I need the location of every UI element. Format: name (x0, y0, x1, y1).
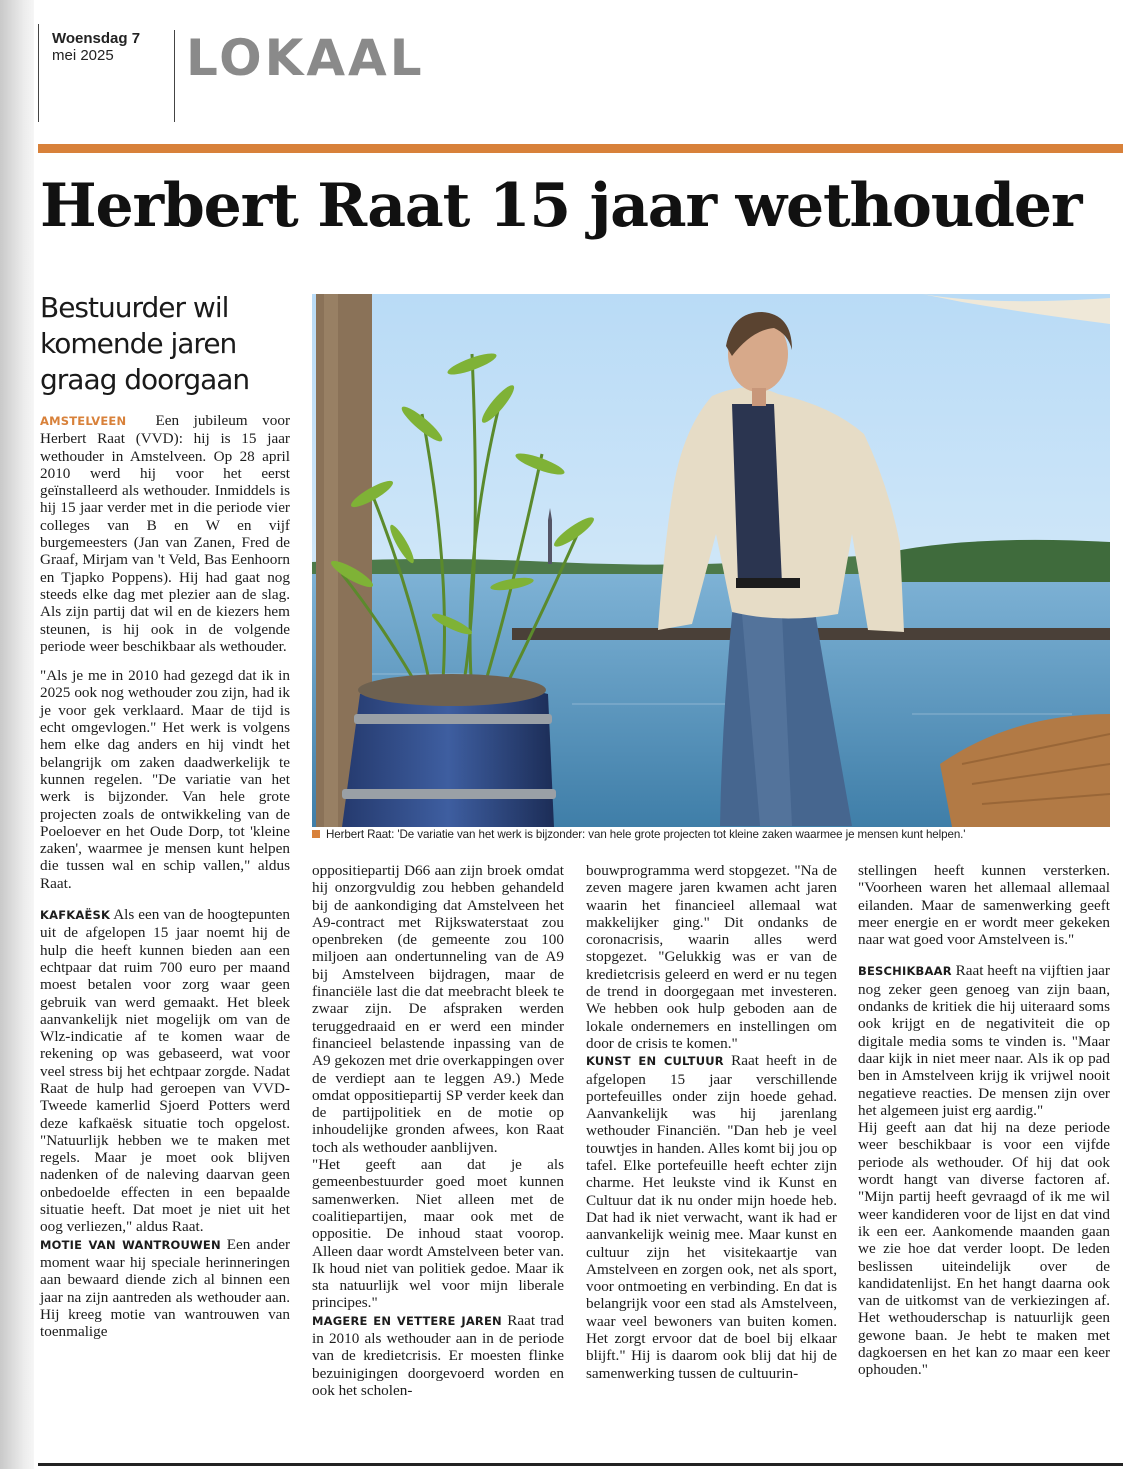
issue-date-month: mei 2025 (52, 47, 114, 64)
headline: Herbert Raat 15 jaar wethouder (40, 171, 1082, 241)
paragraph-text: Een jubileum voor Herbert Raat (VVD): hij is 15 jaar wethouder in Amstelveen. Op 28 april 2010 werd hij voor het eerst geïnstalleerd als wethouder. Inmiddels is hij 15 jaar verder met in die periode vier colleges van B en W en vijf burgemeesters (Jan van Zanen, Fred de Graaf, Mirjam van 't Veld, Bas Eenhoorn en Tjapko Poppens). Hij had gaat nog steeds elke dag met plezier aan de slag. Als zijn partij dat wil en de kiezers hem steunen, is hij ook in de volgende periode weer beschikbaar als wethouder. (40, 412, 290, 655)
photo-caption (312, 828, 1110, 842)
photo-herbert-raat-icon (312, 294, 1110, 827)
accent-bar (38, 144, 1123, 153)
subheadline: Bestuurder wil komende jaren graag doorgaan (40, 291, 250, 396)
paragraph: "Als je me in 2010 had gezegd dat ik in 2025 ook nog wethouder zou zijn, had ik je voor gek verklaard. Maar de tijd is echt omgevlogen." Het werk is volgens hem elke dag anders en hij vindt het belangrijk om zaken daadwerkelijk te kunnen regelen. "De variatie van het werk is bijzonder. Van hele grote projecten zoals de ontwikkeling van de Poeloever en het Oude Dorp, tot 'kleine zaken', waarmee je mensen kunt helpen die tussen wal en schip vallen," aldus Raat. (40, 667, 290, 892)
kicker: KAFKAËSK (40, 908, 111, 923)
paragraph (40, 412, 290, 655)
page-gutter-shadow (0, 0, 34, 1469)
paragraph (858, 962, 1110, 1119)
paragraph (40, 906, 290, 1236)
caption-marker-icon (312, 830, 320, 838)
paragraph-text: Raat trad in 2010 als wethouder aan in de periode van de kredietcrisis. Er moesten flinke bezuinigingen doorgevoerd worden en ook het scholen- (312, 1311, 565, 1399)
kicker: MOTIE VAN WANTROUWEN (40, 1237, 221, 1252)
kicker: BESCHIKBAAR (858, 964, 952, 979)
article-column-1 (40, 412, 290, 1340)
page-bottom-rule (38, 1463, 1123, 1466)
paragraph: stellingen heeft kunnen versterken. "Voorheen waren het allemaal allemaal eilanden. Maar de samenwerking geeft meer energie en er wordt meer gekeken naar wat goed voor Amstelveen is." (858, 862, 1110, 949)
paragraph-text: Raat heeft in de afgelopen 15 jaar verschillende portefeuilles onder zijn hoede gehad. Aanvankelijk was hij jarenlang wethouder Financiën. "Dan heb je veel touwtjes in handen. Alles komt bij jou op tafel. Elke portefeuille heeft echter zijn charme. Het leukste vind ik Kunst en Cultuur dat ik nu onder mijn hoede heb. Dat had ik niet verwacht, want ik had er aanvankelijk weinig mee. Maar kunst en cultuur zijn het visitekaartje van Amstelveen en zorgen ook, net als sport, voor ontmoeting en verbinding. En dat is belangrijk voor een stad als Amstelveen, waar veel bewoners van buiten komen. Het zorgt ervoor dat de boel bij elkaar blijft." Hij is daarom ook blij dat hij de samenwerking tussen de cultuurin- (586, 1052, 837, 1382)
paragraph-text: Een ander moment waar hij speciale herinneringen aan bewaard diende zich al binnen een jaar na zijn aantreden als wethouder aan. Hij kreeg motie van wantrouwen van toenmalige (40, 1235, 291, 1341)
article-column-2 (312, 862, 564, 1399)
paragraph-text: Als een van de hoogtepunten uit de afgelopen 15 jaar noemt hij de hulp die heeft kunnen bieden aan een echtpaar dat ruim 700 euro per maand moest betalen voor zorg waar geen gebruik van werd gemaakt. Het bleek aanvankelijk niet mogelijk om van de Wlz-indicatie af te komen waar de rekening op was gebaseerd, wat voor veel stress bij het echtpaar zorgde. Nadat Raat de hulp had geroepen van VVD-Tweede kamerlid Sjoerd Potters werd deze kafkaësk situatie toch opgelost. "Natuurlijk hebben we te maken met regels. Maar je moet ook blijven nadenken of de naleving daarvan geen onbedoelde effecten in een bepaalde situatie heeft. Dat moet je niet uit het oog verliezen," aldus Raat. (40, 906, 290, 1236)
masthead-rule-left (38, 24, 39, 122)
paragraph: Hij geeft aan dat hij na deze periode weer beschikbaar is voor een vijfde periode als wethouder. Of hij dat ook wordt hangt van diverse factoren af. "Mijn partij heeft gevraagd of ik me wil weer kandideren voor de lijst en dat vind ik een eer. Aankomende maanden gaan we zie hoe dat verder loopt. De leden beslissen uiteindelijk over de kandidatenlijst. En het hangt daarna ook van de uitkomst van de verkiezingen af. Het wethouderschap is natuurlijk geen gewone baan. Je hebt te maken met dagkoersen en het kan zo maar een keer ophouden." (858, 1119, 1110, 1379)
section-title: LOKAAL (186, 29, 425, 87)
paragraph: "Het geeft aan dat je als gemeenbestuurder goed moet kunnen samenwerken. Niet alleen met de coalitiepartijen, maar ook met de oppositie. De inhoud staat voorop. Alleen daar wordt Amstelveen beter van. Ik houd niet van politiek gedoe. Maar ik sta natuurlijk wel voor mijn liberale principes." (312, 1156, 564, 1312)
dateline: AMSTELVEEN (40, 414, 127, 428)
paragraph-text: Raat heeft na vijftien jaar nog zeker geen genoeg van zijn baan, ondanks de kritiek die hij uiteraard soms ook krijgt en de negativiteit die op digitale media soms te vinden is. "Maar daar kijk in niet meer naar. Als ik op pad ben in Amstelveen krijg ik vrijwel nooit negatieve reacties. De mensen zijn over het algemeen juist erg aardig." (858, 962, 1110, 1119)
masthead-rule-right (174, 30, 175, 122)
kicker: MAGERE EN VETTERE JAREN (312, 1313, 502, 1328)
issue-date-day: Woensdag 7 (52, 30, 141, 47)
paragraph (40, 1236, 290, 1341)
issue-date (52, 30, 140, 64)
article-photo (312, 294, 1110, 827)
paragraph: oppositiepartij D66 aan zijn broek omdat hij onzorgvuldig zou hebben gehandeld bij de aankondiging dat Amstelveen het A9-contract met Rijkswaterstaat zou openbreken (de gemeente zou 100 miljoen aan ondertunneling van de A9 bij Amstelveen bijdragen, maar de financiële last die dat meebracht bleek te zwaar zijn. De afspraken werden teruggedraaid en er werd een minder financieel belastende inpassing van de A9 gekozen met drie overkappingen over de verdiept aan te leggen A9.) Mede omdat oppositiepartij SP verder keek dan de partijpolitiek en de motie op inhoudelijke gronden afwees, kon Raat toch als wethouder aanblijven. (312, 862, 564, 1156)
kicker: KUNST EN CULTUUR (586, 1054, 724, 1069)
paragraph: bouwprogramma werd stopgezet. "Na de zeven magere jaren kwamen acht jaren waarin het financieel allemaal wat makkelijker ging." Dit ondanks de coronacrisis, waarin alles werd stopgezet. "Gelukkig was er van de kredietcrisis geleerd en werd er nu tegen de trend in doorgegaan met investeren. We hebben ook hulp geboden aan de lokale ondernemers en instellingen om door de crisis te komen." (586, 862, 837, 1052)
article-column-4 (858, 862, 1110, 1379)
paragraph (586, 1052, 837, 1382)
photo-caption-text: Herbert Raat: 'De variatie van het werk is bijzonder: van hele grote projecten tot kleine zaken waarmee je mensen kunt helpen.' (326, 828, 966, 841)
paragraph (312, 1312, 564, 1399)
article-column-3 (586, 862, 837, 1382)
